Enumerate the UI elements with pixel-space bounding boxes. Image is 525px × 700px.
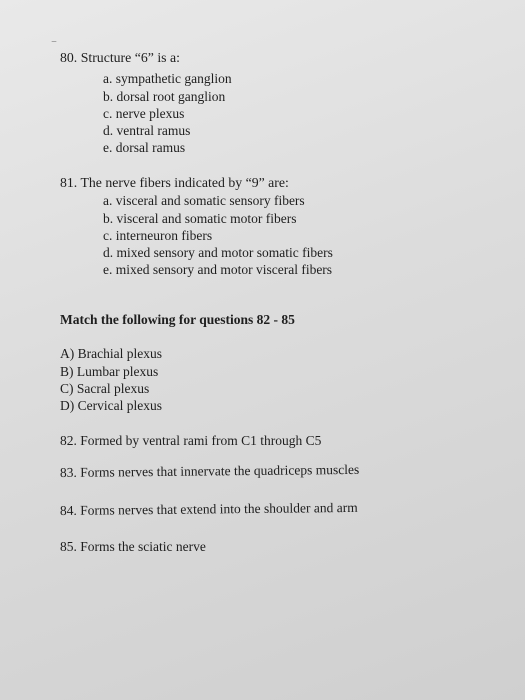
question-85: 85. Forms the sciatic nerve [60, 539, 206, 554]
question-81 [60, 175, 289, 191]
q80-option-b: b. dorsal root ganglion [103, 89, 226, 104]
question-80-prompt: Structure “6” is a: [80, 50, 180, 65]
stray-mark: ‾ [52, 40, 56, 54]
choice-b: B) Lumbar plexus [60, 364, 159, 379]
q81-option-c: c. interneuron fibers [103, 228, 213, 243]
question-81-prompt: The nerve fibers indicated by “9” are: [80, 175, 289, 190]
question-80 [60, 50, 180, 66]
question-82: 82. Formed by ventral rami from C1 through C5 [60, 433, 322, 448]
choice-d: D) Cervical plexus [60, 398, 162, 413]
q80-option-e: e. dorsal ramus [103, 140, 186, 155]
choice-c: C) Sacral plexus [60, 381, 150, 396]
question-83: 83. Forms nerves that innervate the quadriceps muscles [59, 461, 360, 480]
question-81-number: 81. [60, 175, 78, 190]
q81-option-a: a. visceral and somatic sensory fibers [103, 193, 305, 208]
choice-a: A) Brachial plexus [60, 346, 162, 361]
q81-option-e: e. mixed sensory and motor visceral fibers [103, 262, 333, 277]
question-84: 84. Forms nerves that extend into the shoulder and arm [59, 499, 358, 518]
matching-heading: Match the following for questions 82 - 85 [60, 312, 295, 327]
q81-option-d: d. mixed sensory and motor somatic fibers [103, 245, 333, 260]
q80-option-d: d. ventral ramus [103, 123, 191, 138]
q80-option-c: c. nerve plexus [103, 106, 185, 121]
q81-option-b: b. visceral and somatic motor fibers [103, 211, 297, 226]
q80-option-a: a. sympathetic ganglion [103, 71, 232, 86]
question-80-number: 80. [60, 50, 78, 65]
